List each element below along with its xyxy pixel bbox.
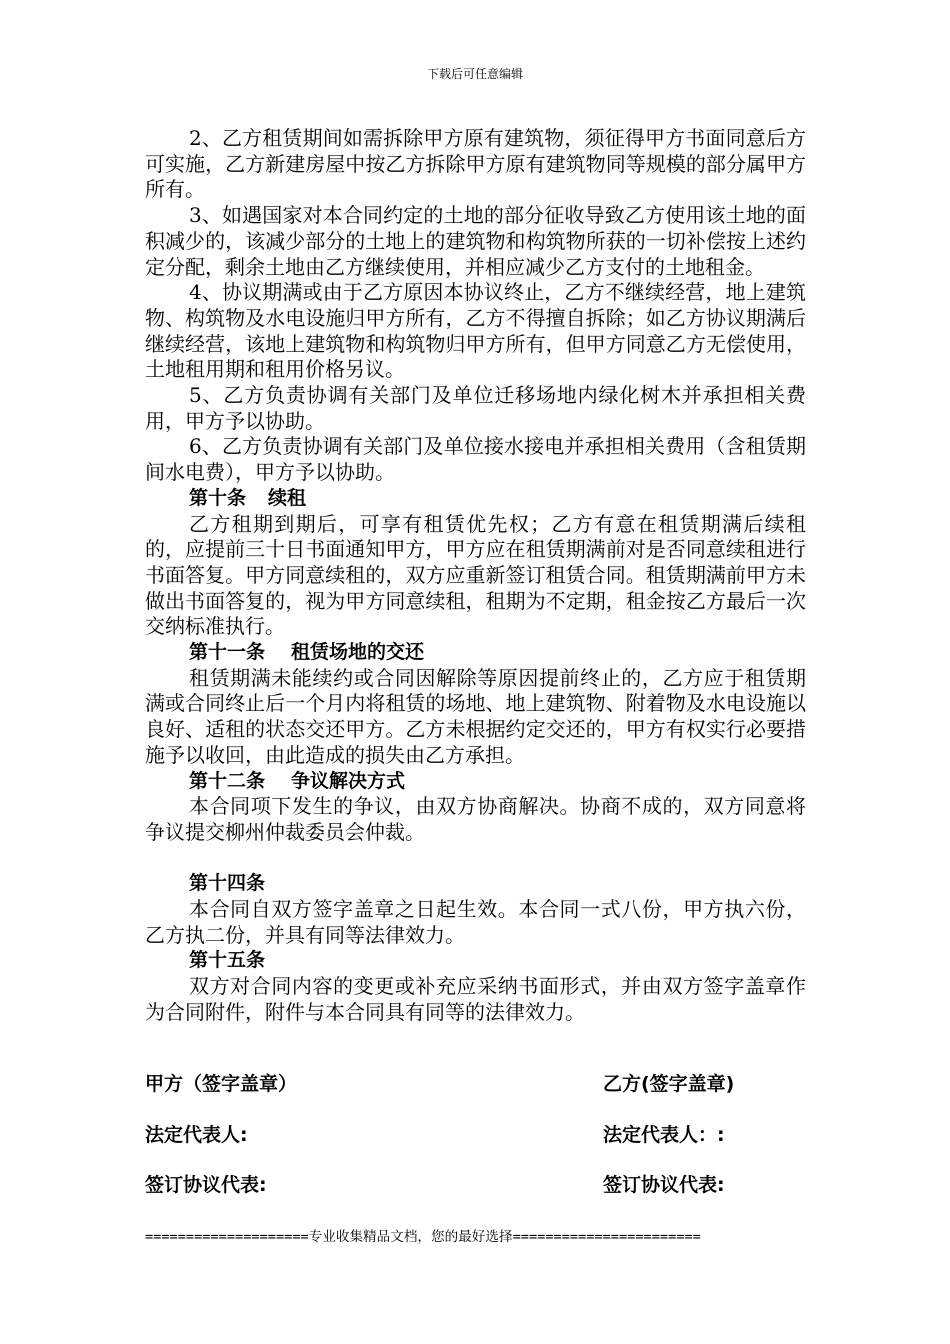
article-12-heading [145,769,806,795]
article-14-heading: 第十四条 [189,872,266,895]
clause-6: 6、乙方负责协调有关部门及单位接水接电并承担相关费用（含租赁期间水电费），甲方予以协助。 [145,434,806,485]
article-11-title: 租赁场地的交还 [291,641,425,664]
clause-4: 4、协议期满或由于乙方原因本协议终止，乙方不继续经营，地上建筑物、构筑物及水电设施归甲方所有，乙方不得擅自拆除；如乙方协议期满后继续经营，该地上建筑物和构筑物归甲方所有，但甲方同意乙方无偿使用，土地租用期和租用价格另议。 [145,280,806,382]
article-12-title: 争议解决方式 [291,769,406,792]
clause-3: 3、如遇国家对本合同约定的土地的部分征收导致乙方使用该土地的面积减少的，该减少部分的土地上的建筑物和构筑物所获的一切补偿按上述约定分配，剩余土地由乙方继续使用，并相应减少乙方支付的土地租金。 [145,203,806,279]
article-12-text: 本合同项下发生的争议，由双方协商解决。协商不成的，双方同意将争议提交柳州仲裁委员会仲裁。 [145,794,806,844]
blank-line [145,846,806,872]
clause-2: 2、乙方租赁期间如需拆除甲方原有建筑物，须征得甲方书面同意后方可实施，乙方新建房屋中按乙方拆除甲方原有建筑物同等规模的部分属甲方所有。 [145,126,806,202]
clause-5: 5、乙方负责协调有关部门及单位迁移场地内绿化树木并承担相关费用，甲方予以协助。 [145,383,806,433]
party-a-legal-rep-label: 法定代表人: [145,1124,248,1146]
page-header-note: 下载后可任意编辑 [426,67,523,81]
article-12-number: 第十二条 [189,769,266,792]
article-10-heading [145,486,806,512]
article-10-number: 第十条 [189,486,247,509]
party-a-signature-label: 甲方（签字盖章） [145,1073,298,1095]
article-15-heading: 第十五条 [189,949,266,972]
party-a-agent-label: 签订协议代表: [145,1174,267,1196]
article-10-title: 续租 [268,486,307,509]
article-11-text: 租赁期满未能续约或合同因解除等原因提前终止的，乙方应于租赁期满或合同终止后一个月内将租赁的场地、地上建筑物、附着物及水电设施以良好、适租的状态交还甲方。乙方未根据约定交还的，甲方有权实行必要措施予以收回，由此造成的损失由乙方承担。 [145,665,806,767]
party-b-signature-label: 乙方(签字盖章) [603,1073,735,1095]
party-b-agent-label: 签订协议代表: [603,1174,725,1196]
article-10-text: 乙方租期到期后，可享有租赁优先权；乙方有意在租赁期满后续租的，应提前三十日书面通知甲方，甲方应在租赁期满前对是否同意续租进行书面答复。甲方同意续租的，双方应重新签订租赁合同。租赁期满前甲方未做出书面答复的，视为甲方同意续租，租期为不定期，租金按乙方最后一次交纳标准执行。 [145,511,806,639]
article-15-text: 双方对合同内容的变更或补充应采纳书面形式，并由双方签字盖章作为合同附件，附件与本合同具有同等的法律效力。 [145,974,806,1024]
article-11-number: 第十一条 [189,641,266,664]
contract-body [145,126,806,1026]
article-14-text: 本合同自双方签字盖章之日起生效。本合同一式八份，甲方执六份，乙方执二份，并具有同等法律效力。 [145,897,806,947]
article-11-heading [145,640,806,666]
footer-banner: ====================专业收集精品文档，您的最好选择======================= [145,1229,701,1245]
party-b-legal-rep-label: 法定代表人：: [603,1124,725,1146]
